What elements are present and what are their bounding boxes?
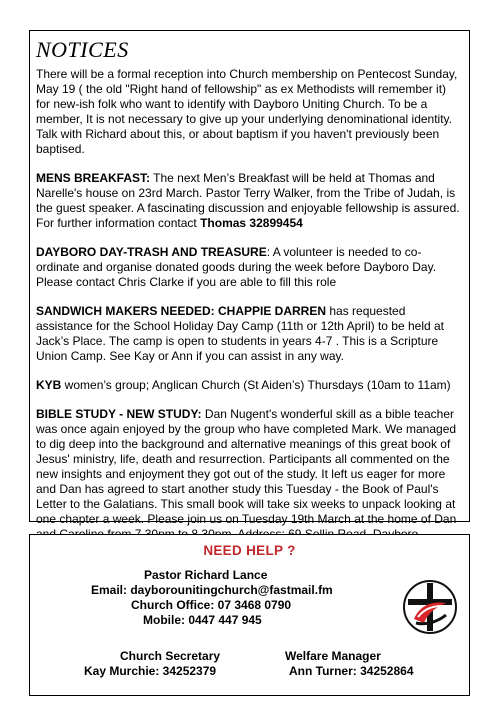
kyb-body: women’s group; Anglican Church (St Aiden’s) Thursdays (10am to 11am) [61,378,451,392]
notices-title: NOTICES [36,37,129,62]
bible-study-notice [36,407,461,542]
mens-breakfast-body: The next Men’s Breakfast will be held at Thomas and Narelle's house on 23rd March. Pastor Terry Walker, from the Tribe of Judah, is the guest speaker. A fascinating discussion and enjoyable fellowship is assured. For further information contact [36,171,460,230]
kyb-heading: KYB [36,378,62,392]
pastor-mobile: Mobile: 0447 447 945 [143,613,262,627]
pastor-name: Pastor Richard Lance [144,568,268,582]
sandwich-makers-heading: SANDWICH MAKERS NEEDED: CHAPPIE DARREN [36,304,327,318]
bible-study-body: Dan Nugent's wonderful skill as a bible teacher was once again enjoyed by the group who have completed Mark. We managed to dig deep into the background and alternative meanings of this great book of Jesus' ministry, life, death and resurrection. Participants all commented on the new insights and enjoyment they got out of the study. It left us eager for more and Dan has agreed to start another study this Tuesday - the Book of Paul's Letter to the Galatians. This small book will take six weeks to unpack looking at one chapter a week. Please join us on Tuesday 19th March at the home of Dan [36,407,457,526]
dayboro-day-body: : A volunteer is needed to co-ordinate and organise donated goods during the week before Dayboro Day. Please contact Chris Clarke if you are able to fill this role [36,245,437,289]
sandwich-makers-body: has requested assistance for the School Holiday Day Camp (11th or 12th April) to be held at Jack’s Place. The camp is open to students in years 4-7 . This is a Scripture Union Camp. See Kay or Ann if you can assist in any way. [36,304,444,363]
pastor-email[interactable]: Email: dayborounitingchurch@fastmail.fm [91,583,333,597]
secretary-title: Church Secretary [120,649,221,663]
kyb-notice [36,378,461,393]
bible-study-heading: BIBLE STUDY - NEW STUDY: [36,407,202,421]
dayboro-day-notice [36,245,461,290]
uniting-church-logo-icon [402,579,458,635]
sandwich-makers-notice [36,304,461,364]
mens-breakfast-notice [36,171,461,231]
need-help-section [29,534,470,696]
notices-section [29,30,470,526]
mens-breakfast-contact: Thomas 32899454 [200,216,303,230]
membership-notice: There will be a formal reception into Church membership on Pentecost Sunday, May 19 ( the old "Right hand of fellowship" as ex Methodists will remember it) for new-ish folk who want to identify with Dayboro Uniting Church. To be a member, It is not necessary to give up your underlying denominational identity. Talk with Richard about this, or about baptism if you haven't previously been baptised. [36,67,458,156]
church-office-phone: Church Office: 07 3468 0790 [131,598,292,612]
need-help-title: NEED HELP ? [203,543,296,558]
welfare-title: Welfare Manager [285,649,381,663]
dayboro-day-heading: DAYBORO DAY-TRASH AND TREASURE [36,245,267,259]
secretary-contact: Kay Murchie: 34252379 [84,664,217,678]
welfare-contact: Ann Turner: 34252864 [289,664,414,678]
mens-breakfast-heading: MENS BREAKFAST: [36,171,151,185]
